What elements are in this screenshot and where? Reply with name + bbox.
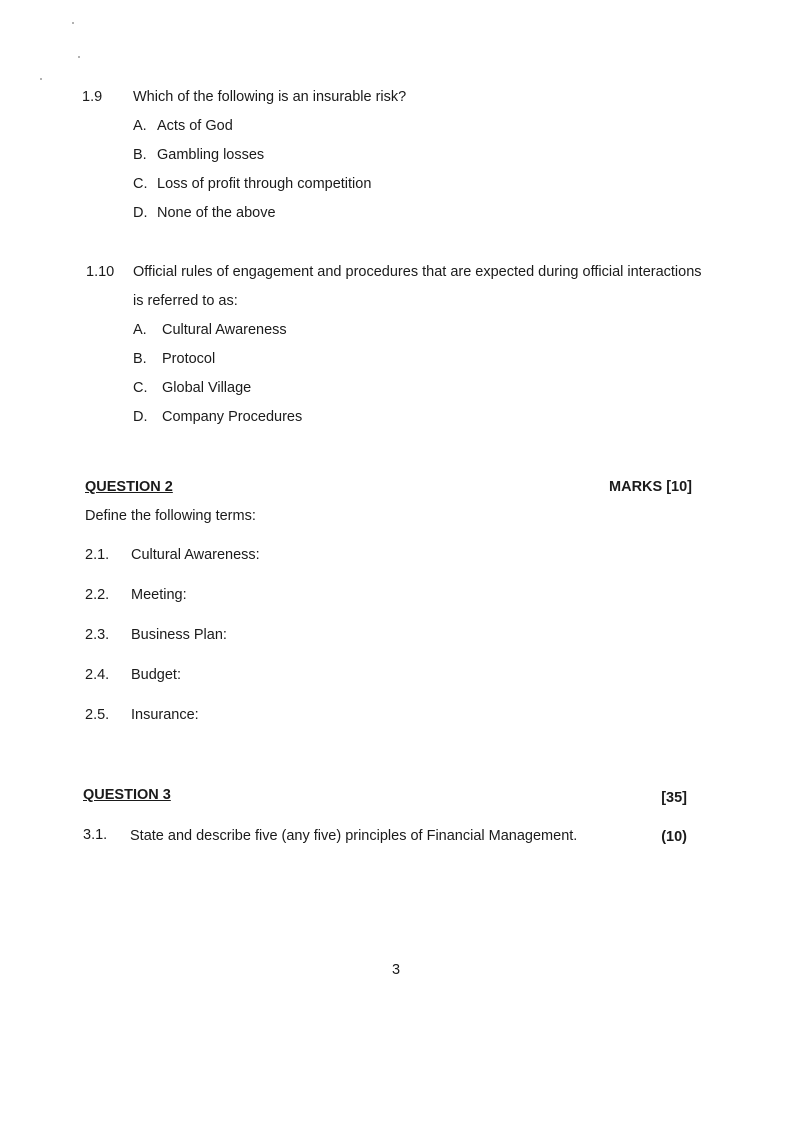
question-text: is referred to as: (133, 293, 238, 309)
section-heading: QUESTION 3 (83, 787, 171, 803)
section-instruction: Define the following terms: (85, 508, 256, 524)
option-letter: A. (133, 118, 147, 134)
option-letter: C. (133, 176, 148, 192)
question-number: 1.10 (86, 264, 115, 280)
scan-speck (78, 56, 80, 58)
item-text: Meeting: (131, 587, 187, 603)
question-text: Which of the following is an insurable risk? (133, 89, 407, 105)
item-text: Business Plan: (131, 627, 227, 643)
item-number: 3.1. (83, 827, 108, 843)
item-marks: (10) (661, 829, 687, 845)
question-number: 1.9 (82, 89, 103, 105)
option-letter: B. (133, 351, 147, 367)
item-number: 2.3. (85, 627, 110, 643)
option-letter: A. (133, 322, 147, 338)
item-number: 2.1. (85, 547, 110, 563)
option-text: Acts of God (157, 118, 233, 134)
option-letter: B. (133, 147, 147, 163)
option-letter: C. (133, 380, 148, 396)
item-text: Cultural Awareness: (131, 547, 260, 563)
option-text: Protocol (162, 351, 216, 367)
item-text: State and describe five (any five) principles of Financial Management. (130, 828, 578, 844)
item-number: 2.2. (85, 587, 110, 603)
section-marks: MARKS [10] (609, 479, 692, 495)
option-text: Cultural Awareness (162, 322, 287, 338)
option-letter: D. (133, 205, 148, 221)
scan-speck (72, 22, 74, 24)
item-number: 2.4. (85, 667, 110, 683)
option-text: None of the above (157, 205, 276, 221)
option-text: Global Village (162, 380, 252, 396)
section-heading: QUESTION 2 (85, 479, 173, 495)
question-text: Official rules of engagement and procedures that are expected during official interactions (133, 264, 702, 280)
page-number: 3 (392, 962, 401, 978)
option-text: Company Procedures (162, 409, 303, 425)
item-text: Insurance: (131, 707, 199, 723)
section-marks: [35] (661, 790, 687, 806)
scan-speck (40, 78, 42, 80)
option-text: Loss of profit through competition (157, 176, 372, 192)
option-letter: D. (133, 409, 148, 425)
option-text: Gambling losses (157, 147, 265, 163)
item-text: Budget: (131, 667, 181, 683)
item-number: 2.5. (85, 707, 110, 723)
